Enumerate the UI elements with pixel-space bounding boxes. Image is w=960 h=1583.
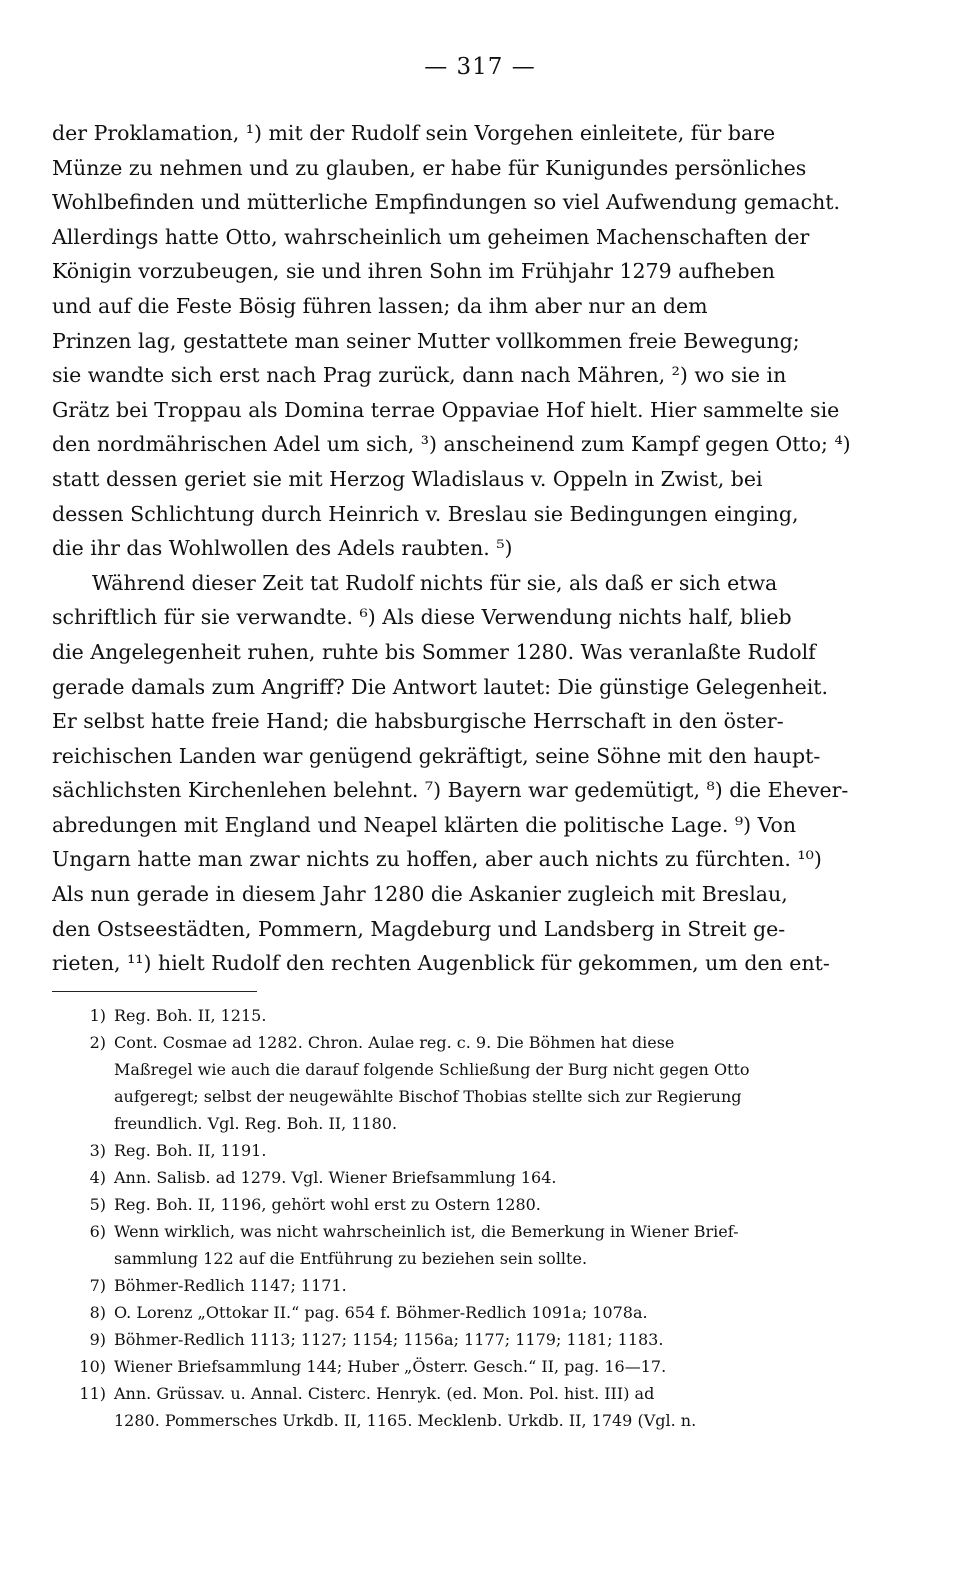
footnote-text: sammlung 122 auf die Entführung zu beziehen sein sollte.	[114, 1249, 588, 1268]
footnote-text: freundlich. Vgl. Reg. Boh. II, 1180.	[114, 1114, 398, 1133]
footnote-text: Reg. Boh. II, 1215.	[114, 1006, 267, 1025]
footnote-number: 1)	[89, 1006, 106, 1025]
text-line: die Angelegenheit ruhen, ruhte bis Sommer 1280. Was veranlaßte Rudolf	[52, 639, 816, 664]
text-line: Königin vorzubeugen, sie und ihren Sohn im Frühjahr 1279 aufheben	[52, 259, 775, 284]
footnote	[62, 1326, 912, 1353]
footnote	[62, 1353, 912, 1380]
footnote-text: Reg. Boh. II, 1196, gehört wohl erst zu Ostern 1280.	[114, 1195, 541, 1214]
text-line: Münze zu nehmen und zu glauben, er habe für Kunigundes persönliches	[52, 155, 807, 180]
footnote-number: 2)	[89, 1033, 106, 1052]
text-line: Allerdings hatte Otto, wahrscheinlich um geheimen Machenschaften der	[52, 224, 810, 249]
footnote-number: 5)	[89, 1195, 106, 1214]
text-line: sächlichsten Kirchenlehen belehnt. ⁷) Bayern war gedemütigt, ⁸) die Ehever-	[52, 778, 849, 803]
footnote	[62, 1299, 912, 1326]
footnote	[62, 1191, 912, 1218]
footnotes	[62, 1002, 912, 1434]
text-line: Wohlbefinden und mütterliche Empfindungen so viel Aufwendung gemacht.	[52, 190, 841, 215]
footnote-text: O. Lorenz „Ottokar II.“ pag. 654 f. Böhmer-Redlich 1091a; 1078a.	[114, 1303, 648, 1322]
footnote-number: 11)	[79, 1384, 106, 1403]
text-line: rieten, ¹¹) hielt Rudolf den rechten Augenblick für gekommen, um den ent-	[52, 951, 830, 976]
footnote-number: 4)	[89, 1168, 106, 1187]
footnote-text: Reg. Boh. II, 1191.	[114, 1141, 267, 1160]
text-line: den nordmährischen Adel um sich, ³) anscheinend zum Kampf gegen Otto; ⁴)	[52, 432, 851, 457]
footnote-text: 1280. Pommersches Urkdb. II, 1165. Mecklenb. Urkdb. II, 1749 (Vgl. n.	[114, 1411, 697, 1430]
footnote-text: Cont. Cosmae ad 1282. Chron. Aulae reg. c. 9. Die Böhmen hat diese	[114, 1033, 675, 1052]
footnote-text: Ann. Salisb. ad 1279. Vgl. Wiener Briefsammlung 164.	[114, 1168, 557, 1187]
text-line: reichischen Landen war genügend gekräftigt, seine Söhne mit den haupt-	[52, 743, 821, 768]
footnote-text: Wenn wirklich, was nicht wahrscheinlich ist, die Bemerkung in Wiener Brief-	[114, 1222, 739, 1241]
text-line: der Proklamation, ¹) mit der Rudolf sein Vorgehen einleitete, für bare	[52, 121, 776, 145]
footnote-divider	[52, 991, 257, 992]
footnote-text: Böhmer-Redlich 1147; 1171.	[114, 1276, 347, 1295]
main-text	[52, 116, 912, 981]
text-line: sie wandte sich erst nach Prag zurück, dann nach Mähren, ²) wo sie in	[52, 363, 787, 388]
text-line: und auf die Feste Bösig führen lassen; da ihm aber nur an dem	[52, 293, 708, 318]
footnote-text: Maßregel wie auch die darauf folgende Schließung der Burg nicht gegen Otto	[114, 1060, 750, 1079]
footnote-text: Ann. Grüssav. u. Annal. Cisterc. Henryk. (ed. Mon. Pol. hist. III) ad	[114, 1384, 655, 1403]
footnote-text: aufgeregt; selbst der neugewählte Bischof Thobias stellte sich zur Regierung	[114, 1087, 742, 1106]
text-line: abredungen mit England und Neapel klärten die politische Lage. ⁹) Von	[52, 812, 797, 837]
footnote-continuation	[62, 1110, 912, 1137]
text-line: schriftlich für sie verwandte. ⁶) Als diese Verwendung nichts half, blieb	[52, 605, 792, 630]
footnote-text: Böhmer-Redlich 1113; 1127; 1154; 1156a; 1177; 1179; 1181; 1183.	[114, 1330, 664, 1349]
footnote-number: 8)	[89, 1303, 106, 1322]
text-line: Als nun gerade in diesem Jahr 1280 die Askanier zugleich mit Breslau,	[52, 882, 788, 907]
text-line: Während dieser Zeit tat Rudolf nichts für sie, als daß er sich etwa	[92, 570, 778, 595]
text-line: gerade damals zum Angriff? Die Antwort lautet: Die günstige Gelegenheit.	[52, 674, 829, 699]
footnote-continuation	[62, 1407, 912, 1434]
footnote	[62, 1218, 912, 1245]
footnote	[62, 1164, 912, 1191]
text-line: Prinzen lag, gestattete man seiner Mutter vollkommen freie Bewegung;	[52, 328, 800, 353]
text-line: dessen Schlichtung durch Heinrich v. Breslau sie Bedingungen einging,	[52, 501, 799, 526]
text-line: Grätz bei Troppau als Domina terrae Oppaviae Hof hielt. Hier sammelte sie	[52, 397, 840, 422]
footnote-number: 7)	[89, 1276, 106, 1295]
footnote	[62, 1029, 912, 1056]
footnote	[62, 1137, 912, 1164]
footnote-number: 10)	[79, 1357, 106, 1376]
footnote-number: 6)	[89, 1222, 106, 1241]
footnote-number: 3)	[89, 1141, 106, 1160]
page-number: — 317 —	[424, 54, 536, 80]
text-line: den Ostseestädten, Pommern, Magdeburg und Landsberg in Streit ge-	[52, 916, 786, 941]
text-line: statt dessen geriet sie mit Herzog Wladislaus v. Oppeln in Zwist, bei	[52, 466, 763, 491]
footnote-continuation	[62, 1245, 912, 1272]
footnote-text: Wiener Briefsammlung 144; Huber „Österr. Gesch.“ II, pag. 16—17.	[114, 1357, 667, 1376]
text-line: Ungarn hatte man zwar nichts zu hoffen, aber auch nichts zu fürchten. ¹⁰)	[52, 847, 822, 872]
text-line: Er selbst hatte freie Hand; die habsburgische Herrschaft in den öster-	[52, 709, 784, 734]
footnote-continuation	[62, 1083, 912, 1110]
footnote	[62, 1002, 912, 1029]
footnote	[62, 1272, 912, 1299]
footnote-number: 9)	[89, 1330, 106, 1349]
footnote-continuation	[62, 1056, 912, 1083]
text-line: die ihr das Wohlwollen des Adels raubten. ⁵)	[52, 536, 513, 561]
footnote	[62, 1380, 912, 1407]
